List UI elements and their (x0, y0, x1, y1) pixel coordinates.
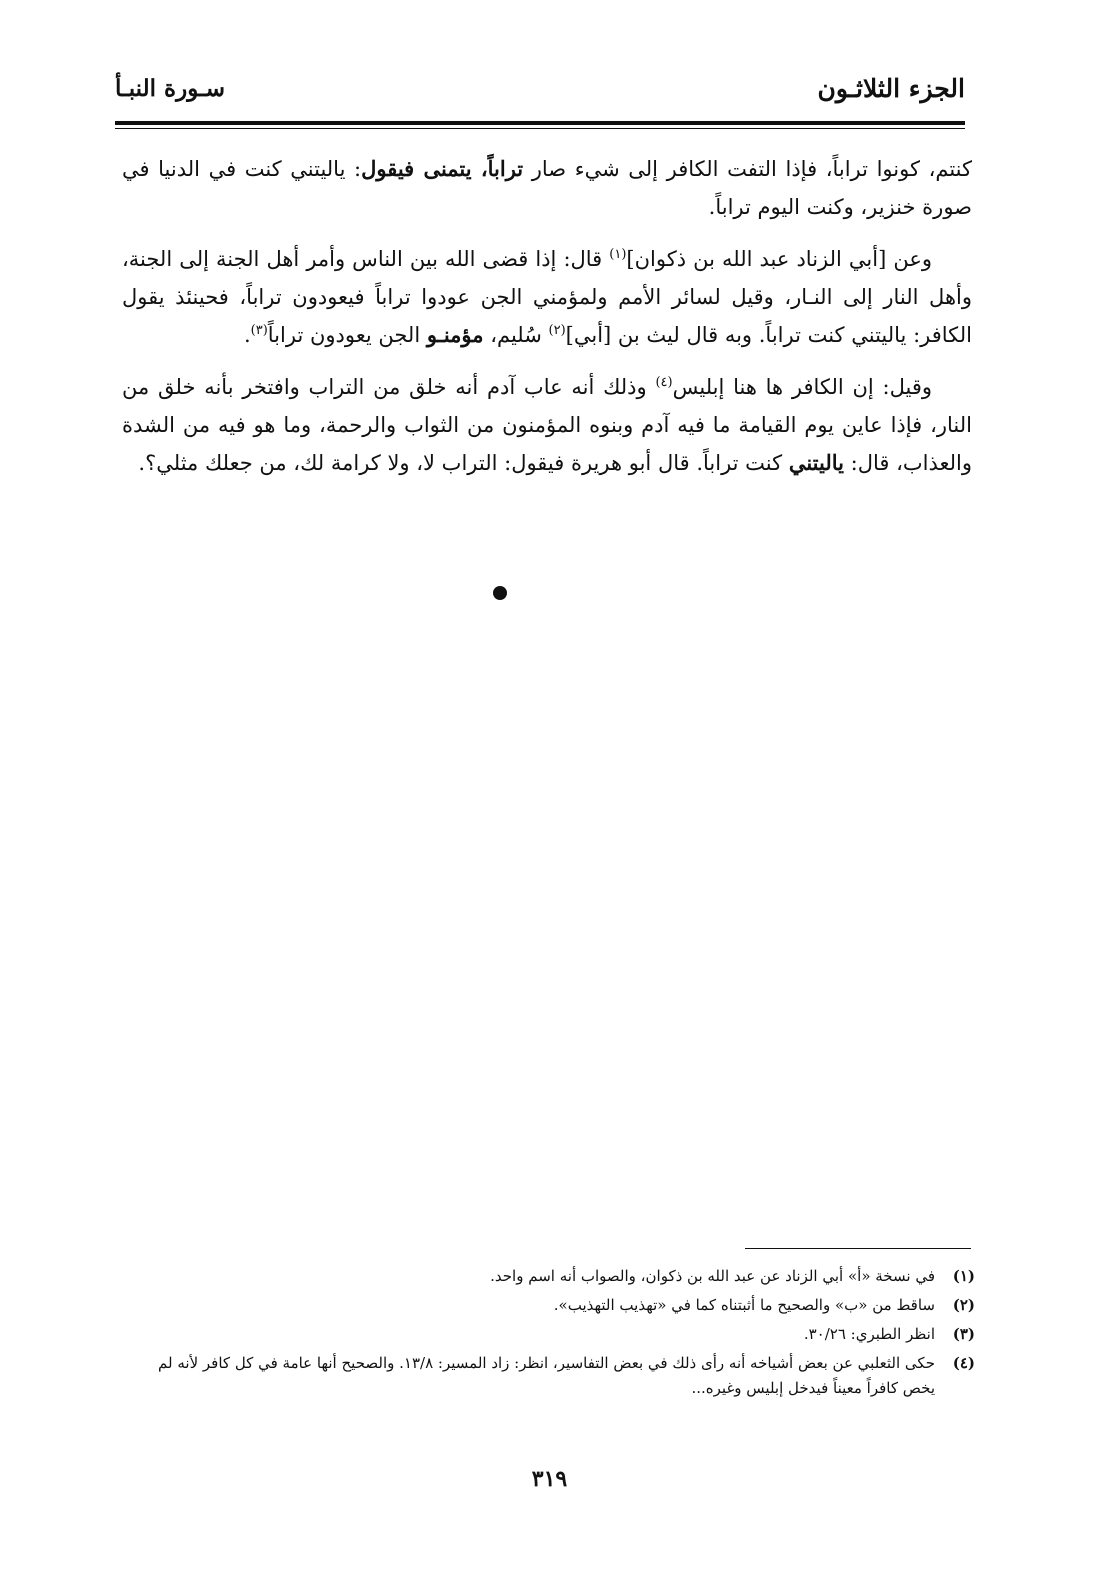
footnote-text: حكى الثعلبي عن بعض أشياخه أنه رأى ذلك في بعض التفاسير، انظر: زاد المسير: ١٣/٨. والصحيح أنها عامة في كل كافر لأنه لم يخص كافراً معيناً فيدخل إبليس وغيره... (158, 1354, 935, 1397)
juz-title: الجزء الثلاثـون (817, 73, 965, 103)
footnote-number: (٣) (952, 1325, 975, 1343)
footnote-item (130, 1264, 975, 1289)
footnote-item (130, 1293, 975, 1318)
footnote-text: انظر الطبري: ٣٠/٢٦. (803, 1325, 935, 1343)
running-header (115, 66, 965, 110)
footnotes (130, 1264, 975, 1405)
main-text (122, 150, 972, 496)
text-run: وذلك أنه عاب آدم أنه خلق من التراب وافتخر بأنه خلق من النار، فإذا عاين يوم القيامة ما فيه آدم وبنوه المؤمنون من الثواب والرحمة، وما هو فيه من الشدة والعذاب، قال: (122, 375, 972, 475)
header-rule-thick (115, 121, 965, 125)
footnote-ref: (١) (609, 247, 627, 262)
footnote-number: (٢) (952, 1296, 975, 1314)
text-run: سُليم، (483, 323, 549, 347)
footnote-separator (745, 1248, 971, 1249)
text-run: كنتم، كونوا تراباً، فإذا التفت الكافر إلى شيء صار (523, 157, 972, 181)
paragraph (122, 240, 972, 354)
paragraph (122, 368, 972, 482)
footnote-number: (٤) (952, 1354, 975, 1372)
text-run: قال: إذا قضى الله بين الناس وأمر أهل الجنة إلى الجنة، وأهل النار إلى النـار، وقيل لسائر الأمم ولمؤمني الجن عودوا تراباً فيعودون تراباً، فحينئذ يقول الكافر: ياليتني كنت تراباً. وبه قال ليث بن [أبي] (122, 247, 972, 347)
footnote-item (130, 1322, 975, 1347)
text-run: : ياليتني كنت في الدنيا في صورة خنزير، وكنت اليوم تراباً. (122, 157, 972, 219)
emphasis-text: ياليتني (788, 450, 844, 475)
footnote-number: (١) (952, 1267, 975, 1285)
text-run: كنت تراباً. قال أبو هريرة فيقول: التراب لا، ولا كرامة لك، من جعلك مثلي؟. (138, 451, 789, 475)
footnote-text: ساقط من «ب» والصحيح ما أثبتناه كما في «تهذيب التهذيب». (553, 1296, 935, 1314)
surah-title: سـورة النبـأ (115, 74, 226, 102)
text-run: وعن [أبي الزناد عبد الله بن ذكوان] (626, 247, 933, 271)
text-run: الجن يعودون تراباً (267, 323, 427, 347)
footnote-item (130, 1351, 975, 1401)
footnote-text: في نسخة «أ» أبي الزناد عن عبد الله بن ذكوان، والصواب أنه اسم واحد. (490, 1267, 935, 1285)
footnote-ref: (٢) (548, 323, 566, 338)
text-run: . (243, 323, 251, 347)
emphasis-text: تراباً، يتمنى فيقول (361, 156, 524, 181)
text-run: وقيل: إن الكافر ها هنا إبليس (672, 375, 933, 399)
end-of-text-dot (493, 586, 507, 600)
footnote-ref: (٣) (250, 323, 268, 338)
page-number: ٣١٩ (531, 1466, 568, 1492)
footnote-ref: (٤) (655, 375, 673, 390)
paragraph (122, 150, 972, 226)
emphasis-text: مؤمنـو (426, 322, 484, 347)
header-rule-thin (115, 128, 965, 129)
